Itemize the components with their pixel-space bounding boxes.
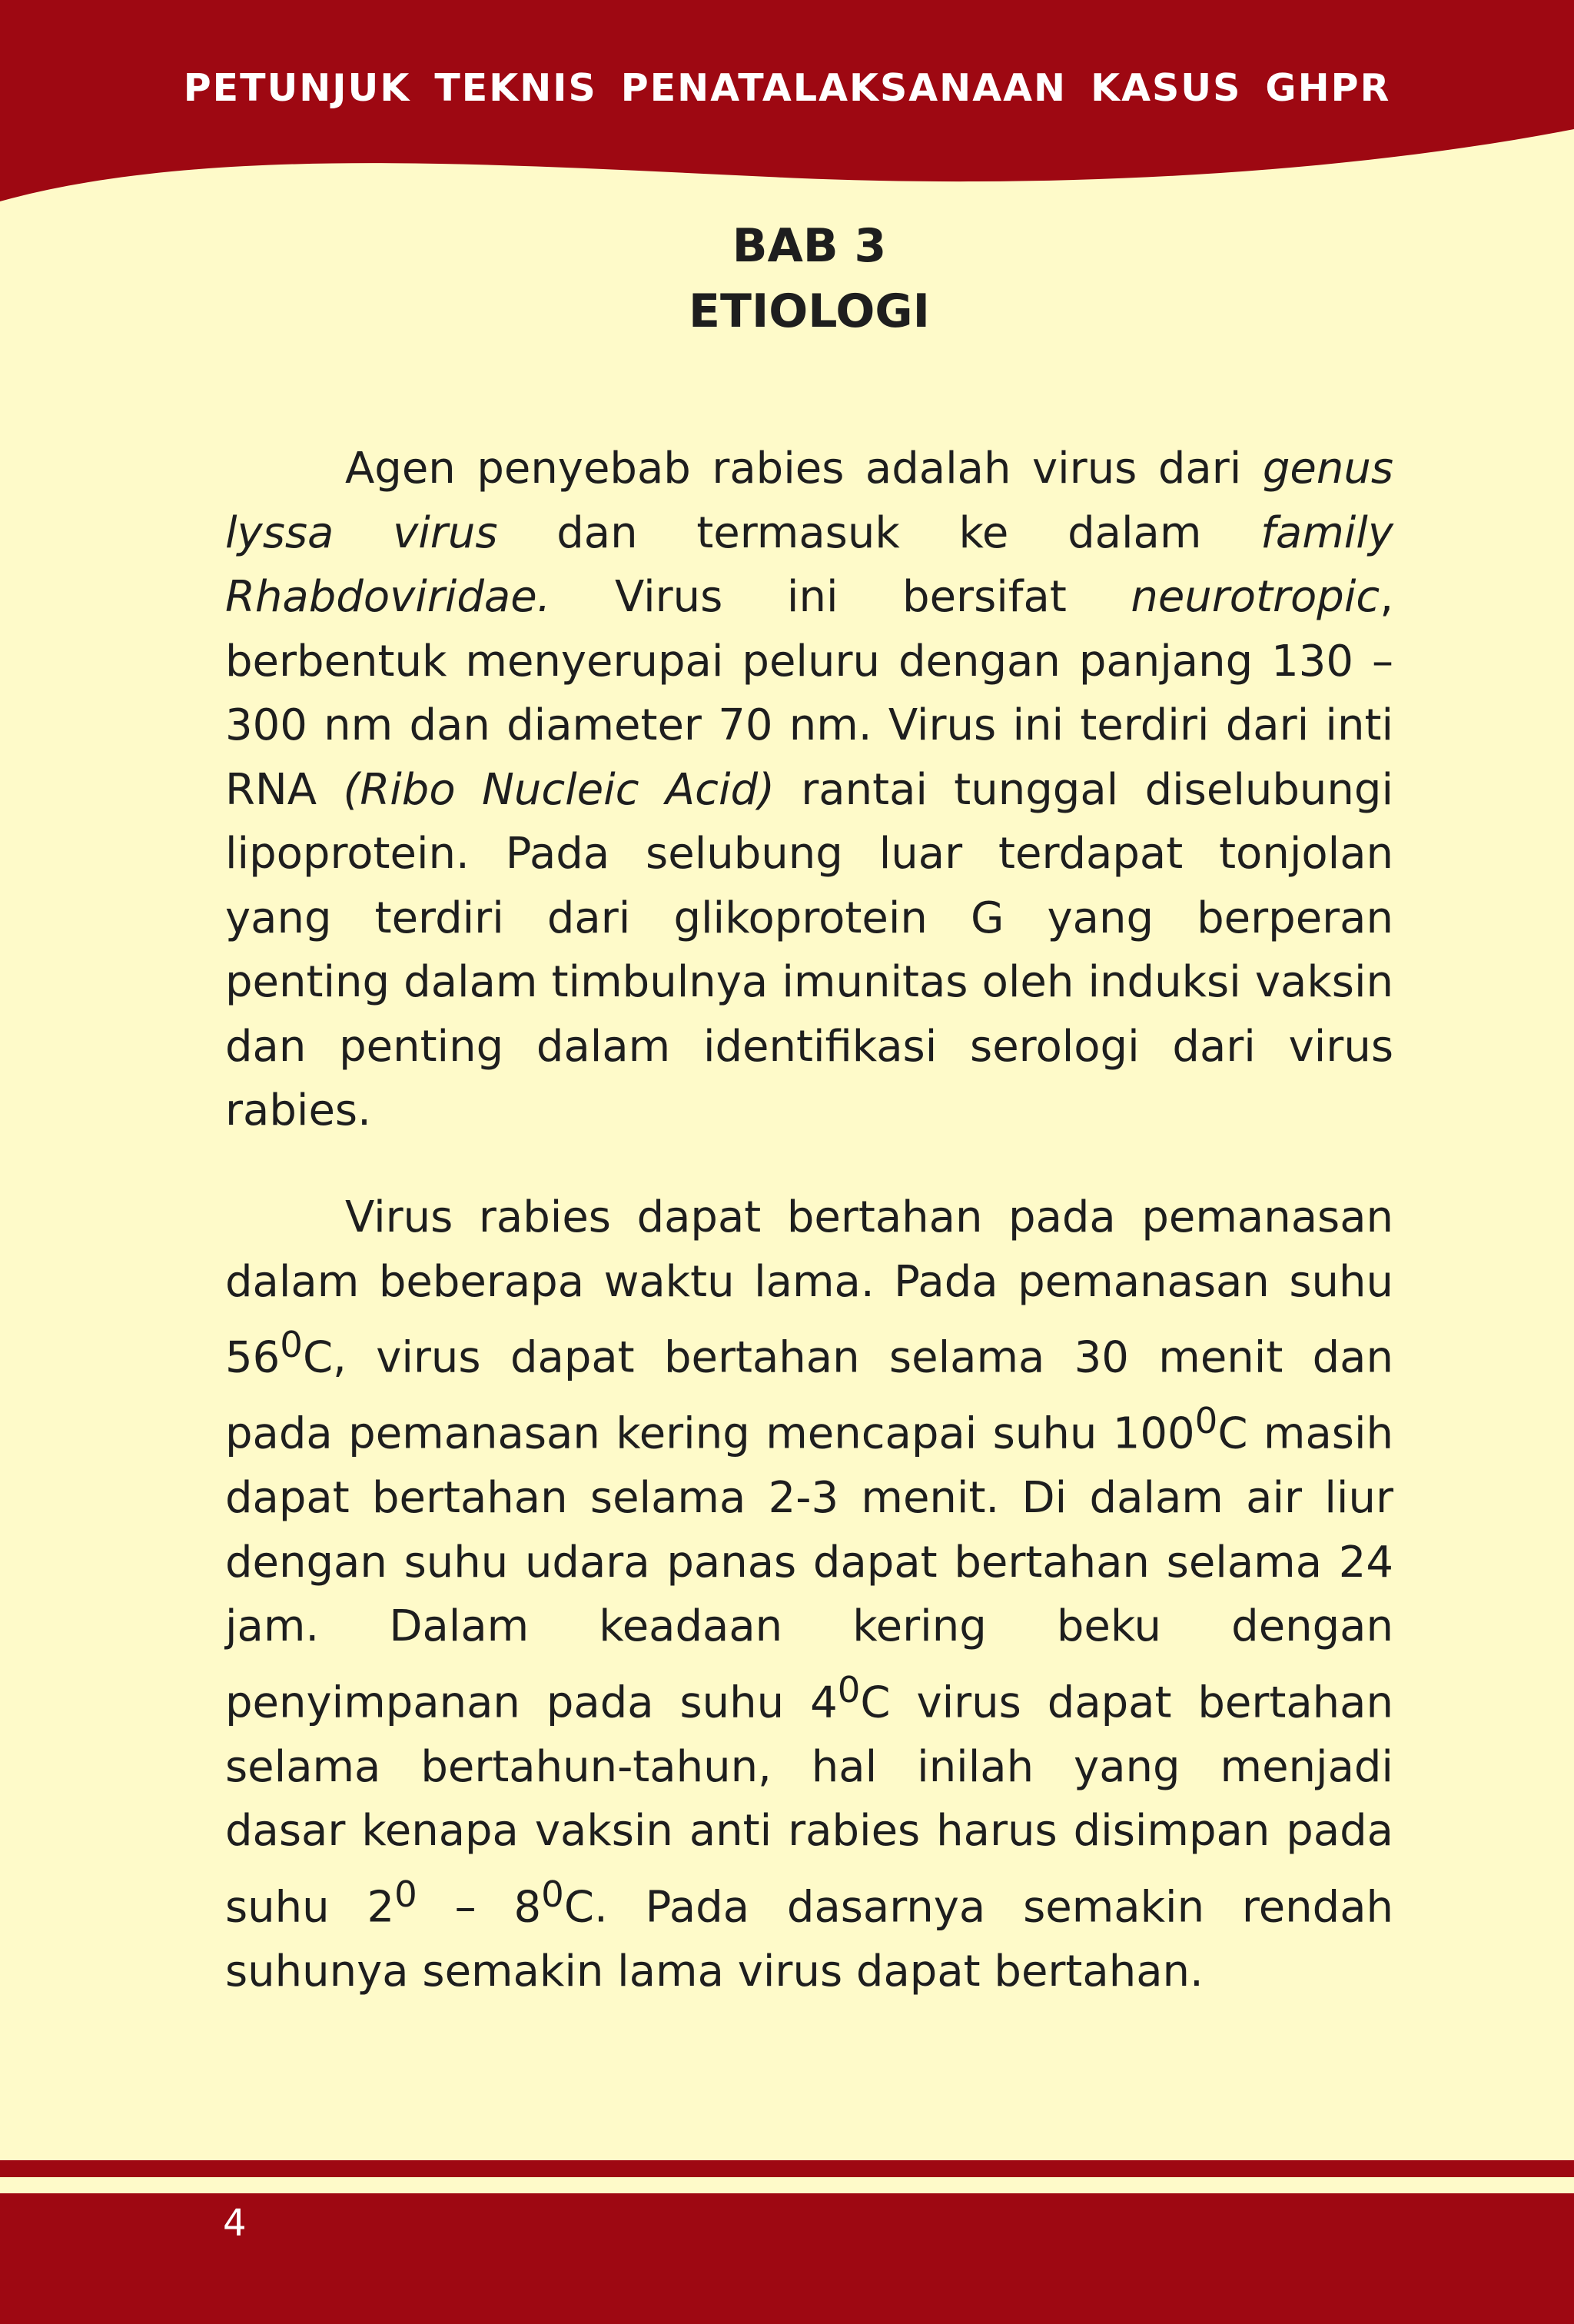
body-paragraph-2 [225, 1185, 1393, 2004]
page-number: 4 [223, 2202, 247, 2245]
italic-term: family Rhabdoviridae. [225, 507, 1393, 622]
text-segment: C masih dapat bertahan selama 2-3 menit. Di dalam air liur dengan suhu udara panas dapat bertahan selama 24 jam. Dalam keadaan kering beku dengan penyimpanan pada suhu 4 [225, 1408, 1393, 1728]
body-paragraph-1 [225, 437, 1393, 1143]
superscript-degree: 0 [280, 1325, 303, 1366]
italic-term: neurotropic [1131, 572, 1380, 622]
text-segment: Virus rabies dapat bertahan pada pemanasan dalam beberapa waktu lama. Pada pemanasan suhu 56 [225, 1192, 1393, 1383]
superscript-degree: 0 [837, 1669, 861, 1711]
paragraph-text [225, 437, 1393, 1143]
text-segment: Virus ini bersifat [550, 572, 1131, 622]
header-title: PETUNJUK TEKNIS PENATALAKSANAAN KASUS GHPR [183, 66, 1391, 110]
text-segment: C. Pada dasarnya semakin rendah suhunya semakin lama virus dapat bertahan. [225, 1882, 1394, 1997]
chapter-title: ETIOLOGI [689, 284, 930, 338]
footer-rule [0, 2160, 1574, 2177]
text-segment: C virus dapat bertahan selama bertahun-tahun, hal inilah yang menjadi dasar kenapa vaksin anti rabies harus disimpan pada suhu 2 [225, 1677, 1393, 1933]
text-segment: dan termasuk ke dalam [497, 507, 1261, 558]
text-segment: C, virus dapat bertahan selama 30 menit dan pada pemanasan kering mencapai suhu 100 [225, 1332, 1393, 1459]
italic-term: (Ribo Nucleic Acid) [343, 764, 775, 815]
text-segment: , berbentuk menyerupai peluru dengan panjang 130 – 300 nm dan diameter 70 nm. Virus ini terdiri dari inti RNA [225, 572, 1393, 815]
chapter-number: BAB 3 [732, 219, 887, 273]
superscript-degree: 0 [541, 1873, 564, 1916]
text-segment: Agen penyebab rabies adalah virus dari [345, 444, 1263, 494]
superscript-degree: 0 [394, 1873, 417, 1916]
text-segment: – 8 [417, 1882, 542, 1933]
superscript-degree: 0 [1194, 1401, 1218, 1443]
italic-term: genus lyssa virus [225, 444, 1393, 558]
text-segment: rantai tunggal diselubungi lipoprotein. Pada selubung luar terdapat tonjolan yang terdiri dari glikoprotein G yang berperan penting dalam timbulnya imunitas oleh induksi vaksin dan penting dalam identifikasi serologi dari virus rabies. [225, 764, 1393, 1135]
paragraph-text [225, 1185, 1393, 2004]
